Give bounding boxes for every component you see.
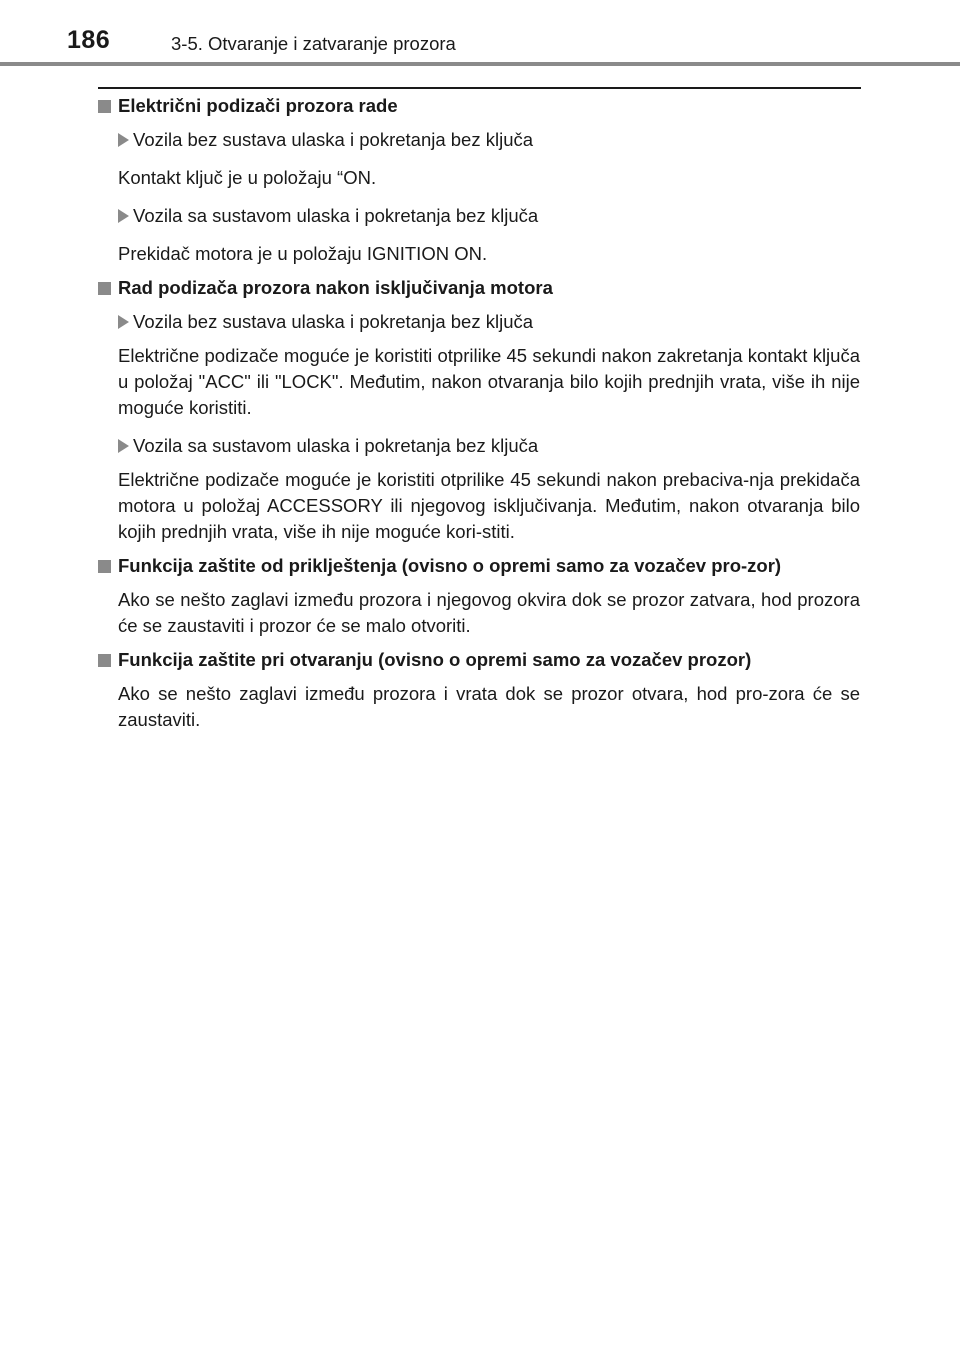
section-heading: Funkcija zaštite pri otvaranju (ovisno o opremi samo za vozačev prozor) [98, 647, 860, 673]
section-divider [98, 87, 861, 89]
triangle-bullet-icon [118, 439, 129, 453]
paragraph: Prekidač motora je u položaju IGNITION ON. [118, 243, 488, 264]
section-heading: Funkcija zaštite od priklještenja (ovisno o opremi samo za vozačev pro-zor) [98, 553, 860, 579]
section-heading: Električni podizači prozora rade [98, 93, 860, 119]
header-bar [0, 62, 960, 66]
triangle-bullet-icon [118, 209, 129, 223]
triangle-bullet-icon [118, 315, 129, 329]
subheading: Vozila sa sustavom ulaska i pokretanja bez ključa [118, 203, 860, 229]
square-bullet-icon [98, 100, 111, 113]
paragraph: Električne podizače moguće je koristiti otprilike 45 sekundi nakon zakretanja kontakt ključa u položaj "ACC" ili "LOCK". Međutim, nakon otvaranja bilo kojih prednjih vrata, više ih nije moguće koristiti. [118, 345, 860, 418]
triangle-bullet-icon [118, 133, 129, 147]
paragraph: Kontakt ključ je u položaju “ON. [118, 167, 377, 188]
subheading: Vozila bez sustava ulaska i pokretanja bez ključa [118, 127, 860, 153]
section-heading: Rad podizača prozora nakon isključivanja motora [98, 275, 860, 301]
paragraph: Ako se nešto zaglavi između prozora i vrata dok se prozor otvara, hod pro-zora će se zaustaviti. [118, 683, 860, 730]
paragraph: Ako se nešto zaglavi između prozora i njegovog okvira dok se prozor zatvara, hod prozora će se zaustaviti i prozor će se malo otvoriti. [118, 589, 860, 636]
page-header [0, 0, 960, 66]
paragraph: Električne podizače moguće je koristiti otprilike 45 sekundi nakon prebaciva-nja prekidača motora u položaj ACCESSORY ili njegovog isključivanja. Međutim, nakon otvaranja bilo kojih prednjih vrata, više ih nije moguće kori-stiti. [118, 469, 860, 542]
section-title: 3-5. Otvaranje i zatvaranje prozora [171, 33, 456, 54]
subheading: Vozila sa sustavom ulaska i pokretanja bez ključa [118, 433, 860, 459]
square-bullet-icon [98, 560, 111, 573]
square-bullet-icon [98, 282, 111, 295]
page-content [98, 93, 860, 733]
page-number: 186 [67, 26, 111, 54]
subheading: Vozila bez sustava ulaska i pokretanja bez ključa [118, 309, 860, 335]
square-bullet-icon [98, 654, 111, 667]
